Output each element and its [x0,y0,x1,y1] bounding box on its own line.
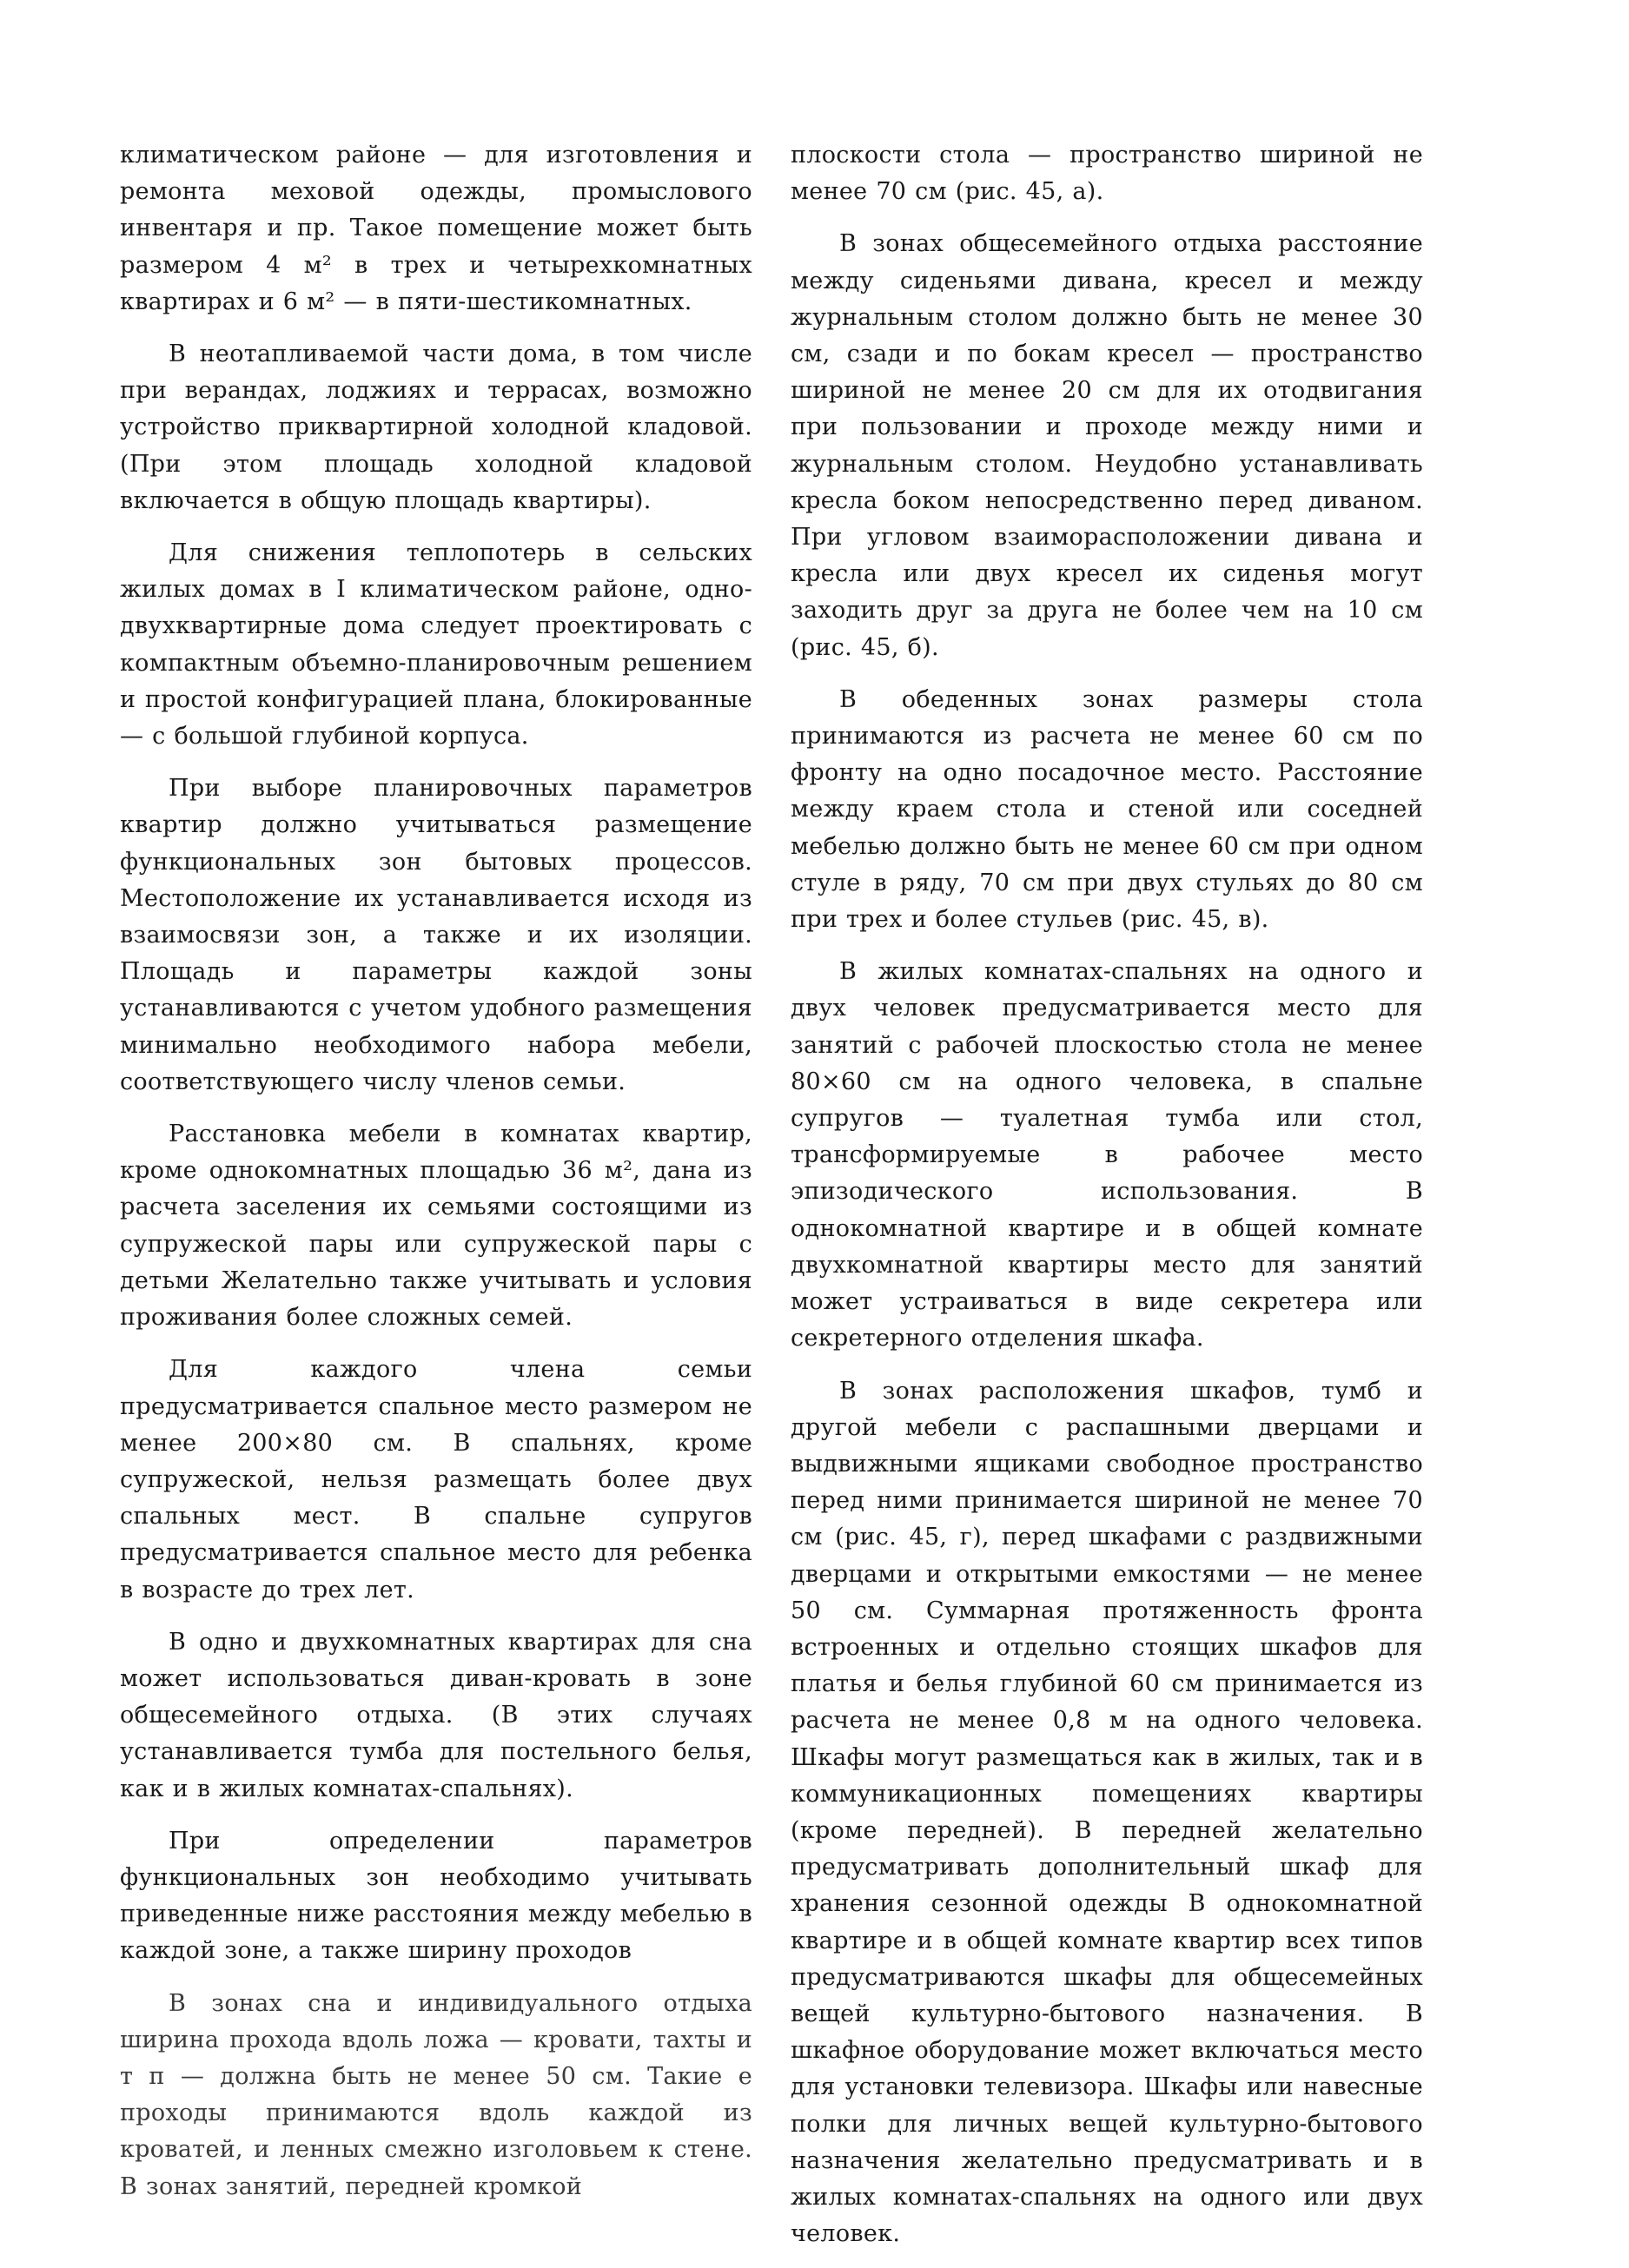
paragraph: Для снижения теплопотерь в сельских жилых домах в I климатическом районе, одно-двухквартирные дома следует проектировать с компактным объемно-планировочным решением и простой конфигурацией плана, блокированные — с большой глубиной корпуса. [120,539,752,750]
paragraph: Для каждого члена семьи предусматривается спальное место размером не менее 200×80 см. В спальнях, кроме супружеской, нельзя размещать более двух спальных мест. В спальне супругов предусматривается спальное место для ребенка в возрасте до трех лет. [120,1356,752,1603]
paragraph: В обеденных зонах размеры стола принимаются из расчета не менее 60 см по фронту на одно посадочное место. Расстояние между краем стола и стеной или соседней мебелью должно быть не менее 60 см при одном стуле в ряду, 70 см при двух стульях до 80 см при трех и более стульев (рис. 45, в). [791,685,1423,934]
paragraph: При выборе планировочных параметров квартир должно учитываться размещение функциональных зон бытовых процессов. Местоположение их устанавливается исходя из взаимосвязи зон, а также и их изоляции. Площадь и параметры каждой зоны устанавливаются с учетом удобного размещения минимально необходимого набора мебели, соответствующего числу членов семьи. [120,775,752,1095]
left-text-column [120,137,752,2221]
paragraph: В одно и двухкомнатных квартирах для сна может использоваться диван-кровать в зоне общесемейного отдыха. (В этих случаях устанавливается тумба для постельного белья, как и в жилых комнатах-спальнях). [120,1628,752,1802]
paragraph: В жилых комнатах-спальнях на одного и двух человек предусматривается место для занятий с рабочей плоскостью стола не менее 80×60 см на одного человека, в спальне супругов — туалетная тумба или стол, трансформируемые в рабочее место эпизодического использования. В однокомнатной квартире и в общей комнате двухкомнатной квартиры место для занятий может устраиваться в виде секретера или секретерного отделения шкафа. [791,958,1423,1352]
paragraph: В зонах сна и индивидуального отдыха ширина прохода вдоль ложа — кровати, тахты и т п — должна быть не менее 50 см. Такие е проходы принимаются вдоль каждой из кроватей, и ленных смежно изголовьем к стене. В зонах занятий, передней кромкой [120,1989,752,2200]
paragraph: При определении параметров функциональных зон необходимо учитывать приведенные ниже расстояния между мебелью в каждой зоне, а также ширину проходов [120,1827,752,1965]
paragraph: В неотапливаемой части дома, в том числе при верандах, лоджиях и террасах, возможно устройство приквартирной холодной кладовой. (При этом площадь холодной кладовой включается в общую площадь квартиры). [120,341,752,514]
paragraph: В зонах расположения шкафов, тумб и другой мебели с распашными дверцами и выдвижными ящиками свободное пространство перед ними принимается шириной не менее 70 см (рис. 45, г), перед шкафами с раздвижными дверцами и открытыми емкостями — не менее 50 см. Суммарная протяженность фронта встроенных и отдельно стоящих шкафов для платья и белья глубиной 60 см принимается из расчета не менее 0,8 м на одного человека. Шкафы могут размещаться как в жилых, так и в коммуникационных помещениях квартиры (кроме передней). В передней желательно предусматривать дополнительный шкаф для хранения сезонной одежды В однокомнатной квартире и в общей комнате квартир всех типов предусматриваются шкафы для общесемейных вещей культурно-бытового назначения. В шкафное оборудование может включаться место для установки телевизора. Шкафы или навесные полки для личных вещей культурно-бытового назначения желательно предусматривать и в жилых комнатах-спальнях на одного или двух человек. [791,1377,1423,2248]
paragraph: Расстановка мебели в комнатах квартир, кроме однокомнатных площадью 36 м², дана из расчета заселения их семьями состоящими из супружеской пары или супружеской пары с детьми Желательно также учитывать и условия проживания более сложных семей. [120,1121,752,1332]
right-text-column [791,137,1423,2268]
paragraph: В зонах общесемейного отдыха расстояние между сиденьями дивана, кресел и между журнальным столом должно быть не менее 30 см, сзади и по бокам кресел — пространство шириной не менее 20 см для их отодвигания при пользовании и проходе между ними и журнальным столом. Неудобно устанавливать кресла боком непосредственно перед диваном. При угловом взаиморасположении дивана и кресла или двух кресел их сиденья могут заходить друг за друга не более чем на 10 см (рис. 45, б). [791,230,1423,661]
paragraph: климатическом районе — для изготовления и ремонта меховой одежды, промыслового инвентаря и пр. Такое помещение может быть размером 4 м² в трех и четырехкомнатных квартирах и 6 м² — в пяти-шестикомнатных. [120,142,752,315]
paragraph: плоскости стола — пространство шириной не менее 70 см (рис. 45, а). [791,142,1423,206]
